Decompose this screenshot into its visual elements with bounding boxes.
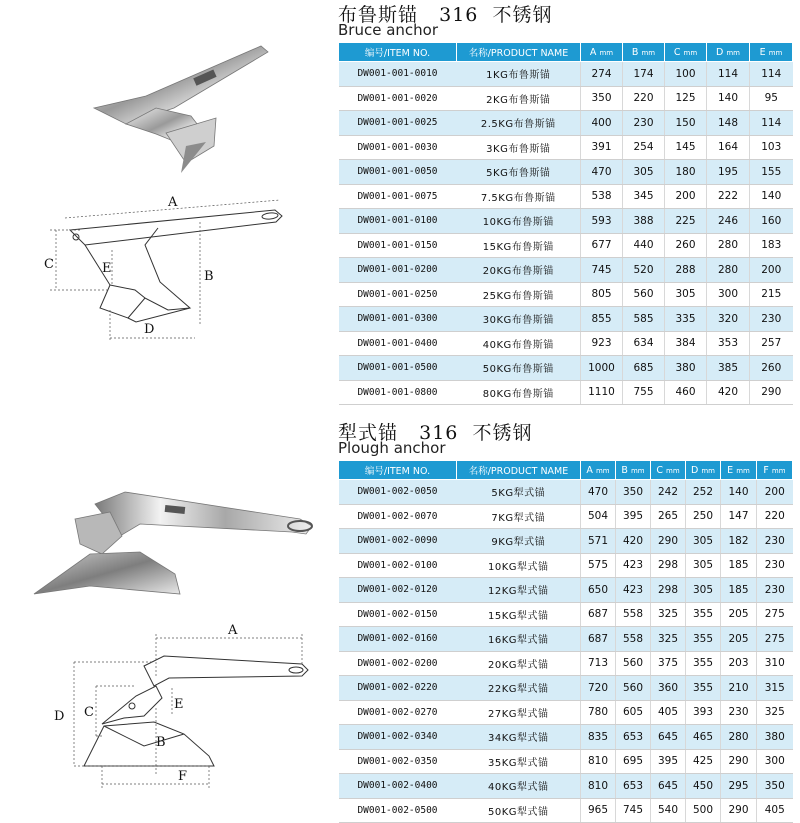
dimension-cell: 355 xyxy=(686,676,721,701)
table-row xyxy=(339,209,793,234)
item-no-cell: DW001-001-0100 xyxy=(339,209,457,234)
table-row xyxy=(339,627,793,652)
dimension-cell: 103 xyxy=(750,135,793,160)
item-no-cell: DW001-002-0070 xyxy=(339,504,457,529)
dimension-cell: 200 xyxy=(665,184,707,209)
dimension-cell: 465 xyxy=(686,725,721,750)
col-header-f: F mm xyxy=(757,461,793,480)
product-name-cell: 2KG布鲁斯锚 xyxy=(457,86,581,111)
dimension-cell: 114 xyxy=(707,62,750,87)
bruce-anchor-photo xyxy=(86,38,276,178)
product-name-cell: 10KG犁式锚 xyxy=(457,553,581,578)
dimension-cell: 274 xyxy=(581,62,623,87)
dimension-cell: 310 xyxy=(757,651,793,676)
item-no-cell: DW001-001-0050 xyxy=(339,160,457,185)
dimension-cell: 810 xyxy=(581,774,616,799)
dimension-cell: 298 xyxy=(651,578,686,603)
dimension-cell: 575 xyxy=(581,553,616,578)
bruce-dim-label-c: C xyxy=(44,257,54,272)
table-row xyxy=(339,553,793,578)
product-name-cell: 80KG布鲁斯锚 xyxy=(457,380,581,405)
dimension-cell: 375 xyxy=(651,651,686,676)
product-name-cell: 30KG布鲁斯锚 xyxy=(457,307,581,332)
dimension-cell: 325 xyxy=(651,602,686,627)
dimension-cell: 164 xyxy=(707,135,750,160)
product-name-cell: 15KG布鲁斯锚 xyxy=(457,233,581,258)
dimension-cell: 280 xyxy=(721,725,757,750)
dimension-cell: 290 xyxy=(750,380,793,405)
table-row xyxy=(339,480,793,505)
item-no-cell: DW001-002-0200 xyxy=(339,651,457,676)
col-header-name: 名称/PRODUCT NAME xyxy=(457,461,581,480)
col-header-b: B mm xyxy=(623,43,665,62)
dimension-cell: 395 xyxy=(616,504,651,529)
dimension-cell: 125 xyxy=(665,86,707,111)
dimension-cell: 222 xyxy=(707,184,750,209)
dimension-cell: 230 xyxy=(757,578,793,603)
dimension-cell: 440 xyxy=(623,233,665,258)
dimension-cell: 605 xyxy=(616,700,651,725)
dimension-cell: 183 xyxy=(750,233,793,258)
dimension-cell: 230 xyxy=(721,700,757,725)
product-name-cell: 5KG犁式锚 xyxy=(457,480,581,505)
dimension-cell: 114 xyxy=(750,111,793,136)
dimension-cell: 288 xyxy=(665,258,707,283)
dimension-cell: 835 xyxy=(581,725,616,750)
plough-dim-label-e: E xyxy=(174,697,184,712)
table-row xyxy=(339,62,793,87)
dimension-cell: 225 xyxy=(665,209,707,234)
dimension-cell: 145 xyxy=(665,135,707,160)
plough-dim-label-f: F xyxy=(178,769,188,784)
dimension-cell: 745 xyxy=(616,798,651,823)
dimension-cell: 246 xyxy=(707,209,750,234)
dimension-cell: 174 xyxy=(623,62,665,87)
plough-anchor-dimension-drawing xyxy=(44,616,314,796)
col-header-b: B mm xyxy=(616,461,651,480)
item-no-cell: DW001-002-0350 xyxy=(339,749,457,774)
item-no-cell: DW001-002-0160 xyxy=(339,627,457,652)
table-row xyxy=(339,233,793,258)
dimension-cell: 160 xyxy=(750,209,793,234)
item-no-cell: DW001-001-0075 xyxy=(339,184,457,209)
dimension-cell: 275 xyxy=(757,602,793,627)
dimension-cell: 114 xyxy=(750,62,793,87)
dimension-cell: 645 xyxy=(651,774,686,799)
dimension-cell: 391 xyxy=(581,135,623,160)
product-name-cell: 34KG犁式锚 xyxy=(457,725,581,750)
dimension-cell: 385 xyxy=(707,356,750,381)
dimension-cell: 265 xyxy=(651,504,686,529)
bruce-dim-label-e: E xyxy=(102,261,112,276)
product-name-cell: 15KG犁式锚 xyxy=(457,602,581,627)
dimension-cell: 280 xyxy=(707,258,750,283)
dimension-cell: 140 xyxy=(750,184,793,209)
dimension-cell: 295 xyxy=(721,774,757,799)
col-header-e: E mm xyxy=(721,461,757,480)
table-row xyxy=(339,504,793,529)
dimension-cell: 305 xyxy=(686,529,721,554)
table-row xyxy=(339,135,793,160)
item-no-cell: DW001-001-0010 xyxy=(339,62,457,87)
dimension-cell: 695 xyxy=(616,749,651,774)
item-no-cell: DW001-002-0270 xyxy=(339,700,457,725)
dimension-cell: 380 xyxy=(757,725,793,750)
table-row xyxy=(339,578,793,603)
dimension-cell: 257 xyxy=(750,331,793,356)
dimension-cell: 205 xyxy=(721,602,757,627)
dimension-cell: 677 xyxy=(581,233,623,258)
product-name-cell: 50KG犁式锚 xyxy=(457,798,581,823)
dimension-cell: 305 xyxy=(623,160,665,185)
dimension-cell: 355 xyxy=(686,651,721,676)
plough-anchor-photo xyxy=(30,474,320,604)
dimension-cell: 360 xyxy=(651,676,686,701)
dimension-cell: 260 xyxy=(750,356,793,381)
product-name-cell: 20KG犁式锚 xyxy=(457,651,581,676)
col-header-a: A mm xyxy=(581,43,623,62)
dimension-cell: 720 xyxy=(581,676,616,701)
plough-title-en: Plough anchor xyxy=(338,439,446,457)
dimension-cell: 148 xyxy=(707,111,750,136)
dimension-cell: 585 xyxy=(623,307,665,332)
dimension-cell: 634 xyxy=(623,331,665,356)
item-no-cell: DW001-001-0025 xyxy=(339,111,457,136)
dimension-cell: 305 xyxy=(665,282,707,307)
dimension-cell: 450 xyxy=(686,774,721,799)
dimension-cell: 560 xyxy=(616,651,651,676)
col-header-d: D mm xyxy=(686,461,721,480)
product-name-cell: 2.5KG布鲁斯锚 xyxy=(457,111,581,136)
table-row xyxy=(339,184,793,209)
item-no-cell: DW001-001-0020 xyxy=(339,86,457,111)
table-row xyxy=(339,380,793,405)
dimension-cell: 140 xyxy=(721,480,757,505)
dimension-cell: 210 xyxy=(721,676,757,701)
col-header-name: 名称/PRODUCT NAME xyxy=(457,43,581,62)
item-no-cell: DW001-002-0400 xyxy=(339,774,457,799)
table-row xyxy=(339,282,793,307)
dimension-cell: 393 xyxy=(686,700,721,725)
table-row xyxy=(339,258,793,283)
col-header-item: 编号/ITEM NO. xyxy=(339,43,457,62)
dimension-cell: 384 xyxy=(665,331,707,356)
dimension-cell: 1000 xyxy=(581,356,623,381)
plough-table-body xyxy=(339,480,793,823)
dimension-cell: 305 xyxy=(686,553,721,578)
dimension-cell: 280 xyxy=(707,233,750,258)
dimension-cell: 353 xyxy=(707,331,750,356)
table-row xyxy=(339,725,793,750)
dimension-cell: 460 xyxy=(665,380,707,405)
dimension-cell: 254 xyxy=(623,135,665,160)
dimension-cell: 185 xyxy=(721,578,757,603)
table-row xyxy=(339,774,793,799)
col-header-c: C mm xyxy=(665,43,707,62)
product-name-cell: 22KG犁式锚 xyxy=(457,676,581,701)
product-name-cell: 40KG犁式锚 xyxy=(457,774,581,799)
product-name-cell: 25KG布鲁斯锚 xyxy=(457,282,581,307)
dimension-cell: 147 xyxy=(721,504,757,529)
table-header-row xyxy=(339,43,793,62)
dimension-cell: 558 xyxy=(616,627,651,652)
dimension-cell: 405 xyxy=(651,700,686,725)
col-header-item: 编号/ITEM NO. xyxy=(339,461,457,480)
dimension-cell: 230 xyxy=(750,307,793,332)
dimension-cell: 855 xyxy=(581,307,623,332)
dimension-cell: 593 xyxy=(581,209,623,234)
plough-spec-table xyxy=(338,460,793,823)
dimension-cell: 1110 xyxy=(581,380,623,405)
bruce-spec-table xyxy=(338,42,793,405)
bruce-anchor-dimension-drawing xyxy=(40,190,290,350)
dimension-cell: 215 xyxy=(750,282,793,307)
dimension-cell: 780 xyxy=(581,700,616,725)
dimension-cell: 470 xyxy=(581,480,616,505)
plough-dim-label-b: B xyxy=(156,735,166,750)
product-name-cell: 1KG布鲁斯锚 xyxy=(457,62,581,87)
table-row xyxy=(339,749,793,774)
dimension-cell: 571 xyxy=(581,529,616,554)
col-header-e: E mm xyxy=(750,43,793,62)
dimension-cell: 805 xyxy=(581,282,623,307)
dimension-cell: 420 xyxy=(707,380,750,405)
dimension-cell: 560 xyxy=(616,676,651,701)
table-row xyxy=(339,798,793,823)
dimension-cell: 504 xyxy=(581,504,616,529)
dimension-cell: 182 xyxy=(721,529,757,554)
dimension-cell: 538 xyxy=(581,184,623,209)
bruce-dim-label-a: A xyxy=(168,195,178,210)
dimension-cell: 220 xyxy=(757,504,793,529)
table-row xyxy=(339,700,793,725)
dimension-cell: 150 xyxy=(665,111,707,136)
table-header-row xyxy=(339,461,793,480)
dimension-cell: 388 xyxy=(623,209,665,234)
product-name-cell: 10KG布鲁斯锚 xyxy=(457,209,581,234)
item-no-cell: DW001-001-0200 xyxy=(339,258,457,283)
dimension-cell: 290 xyxy=(721,798,757,823)
dimension-cell: 350 xyxy=(581,86,623,111)
item-no-cell: DW001-001-0150 xyxy=(339,233,457,258)
dimension-cell: 350 xyxy=(616,480,651,505)
dimension-cell: 395 xyxy=(651,749,686,774)
dimension-cell: 95 xyxy=(750,86,793,111)
dimension-cell: 230 xyxy=(623,111,665,136)
col-header-c: C mm xyxy=(651,461,686,480)
table-row xyxy=(339,111,793,136)
table-row xyxy=(339,602,793,627)
dimension-cell: 200 xyxy=(750,258,793,283)
bruce-table-body xyxy=(339,62,793,405)
table-row xyxy=(339,86,793,111)
item-no-cell: DW001-002-0220 xyxy=(339,676,457,701)
dimension-cell: 470 xyxy=(581,160,623,185)
dimension-cell: 685 xyxy=(623,356,665,381)
dimension-cell: 350 xyxy=(757,774,793,799)
plough-dim-label-a: A xyxy=(228,623,238,638)
dimension-cell: 200 xyxy=(757,480,793,505)
dimension-cell: 400 xyxy=(581,111,623,136)
dimension-cell: 420 xyxy=(616,529,651,554)
dimension-cell: 300 xyxy=(757,749,793,774)
dimension-cell: 645 xyxy=(651,725,686,750)
dimension-cell: 650 xyxy=(581,578,616,603)
product-name-cell: 7.5KG布鲁斯锚 xyxy=(457,184,581,209)
item-no-cell: DW001-001-0800 xyxy=(339,380,457,405)
dimension-cell: 540 xyxy=(651,798,686,823)
dimension-cell: 345 xyxy=(623,184,665,209)
product-name-cell: 27KG犁式锚 xyxy=(457,700,581,725)
dimension-cell: 250 xyxy=(686,504,721,529)
dimension-cell: 653 xyxy=(616,774,651,799)
dimension-cell: 405 xyxy=(757,798,793,823)
plough-dim-label-c: C xyxy=(84,705,94,720)
dimension-cell: 355 xyxy=(686,602,721,627)
product-name-cell: 3KG布鲁斯锚 xyxy=(457,135,581,160)
product-name-cell: 9KG犁式锚 xyxy=(457,529,581,554)
product-name-cell: 35KG犁式锚 xyxy=(457,749,581,774)
product-name-cell: 40KG布鲁斯锚 xyxy=(457,331,581,356)
table-row xyxy=(339,651,793,676)
table-row xyxy=(339,331,793,356)
item-no-cell: DW001-002-0050 xyxy=(339,480,457,505)
dimension-cell: 290 xyxy=(651,529,686,554)
item-no-cell: DW001-002-0150 xyxy=(339,602,457,627)
dimension-cell: 195 xyxy=(707,160,750,185)
dimension-cell: 230 xyxy=(757,553,793,578)
product-name-cell: 12KG犁式锚 xyxy=(457,578,581,603)
dimension-cell: 155 xyxy=(750,160,793,185)
product-name-cell: 16KG犁式锚 xyxy=(457,627,581,652)
dimension-cell: 325 xyxy=(757,700,793,725)
dimension-cell: 203 xyxy=(721,651,757,676)
dimension-cell: 560 xyxy=(623,282,665,307)
dimension-cell: 965 xyxy=(581,798,616,823)
item-no-cell: DW001-002-0340 xyxy=(339,725,457,750)
bruce-dim-label-d: D xyxy=(144,322,155,337)
item-no-cell: DW001-002-0090 xyxy=(339,529,457,554)
dimension-cell: 260 xyxy=(665,233,707,258)
dimension-cell: 355 xyxy=(686,627,721,652)
dimension-cell: 520 xyxy=(623,258,665,283)
product-name-cell: 20KG布鲁斯锚 xyxy=(457,258,581,283)
dimension-cell: 325 xyxy=(651,627,686,652)
dimension-cell: 290 xyxy=(721,749,757,774)
dimension-cell: 205 xyxy=(721,627,757,652)
item-no-cell: DW001-001-0030 xyxy=(339,135,457,160)
bruce-dim-label-b: B xyxy=(204,269,214,284)
dimension-cell: 335 xyxy=(665,307,707,332)
dimension-cell: 275 xyxy=(757,627,793,652)
dimension-cell: 653 xyxy=(616,725,651,750)
dimension-cell: 423 xyxy=(616,553,651,578)
dimension-cell: 242 xyxy=(651,480,686,505)
dimension-cell: 425 xyxy=(686,749,721,774)
bruce-title-cn: 布鲁斯锚 316 不锈钢 xyxy=(338,4,553,26)
dimension-cell: 252 xyxy=(686,480,721,505)
dimension-cell: 713 xyxy=(581,651,616,676)
bruce-title-en: Bruce anchor xyxy=(338,21,439,39)
dimension-cell: 315 xyxy=(757,676,793,701)
dimension-cell: 100 xyxy=(665,62,707,87)
table-row xyxy=(339,529,793,554)
col-header-a: A mm xyxy=(581,461,616,480)
dimension-cell: 500 xyxy=(686,798,721,823)
dimension-cell: 687 xyxy=(581,627,616,652)
table-row xyxy=(339,307,793,332)
item-no-cell: DW001-002-0100 xyxy=(339,553,457,578)
dimension-cell: 298 xyxy=(651,553,686,578)
product-name-cell: 5KG布鲁斯锚 xyxy=(457,160,581,185)
item-no-cell: DW001-001-0400 xyxy=(339,331,457,356)
table-row xyxy=(339,160,793,185)
dimension-cell: 558 xyxy=(616,602,651,627)
item-no-cell: DW001-002-0500 xyxy=(339,798,457,823)
product-name-cell: 50KG布鲁斯锚 xyxy=(457,356,581,381)
dimension-cell: 320 xyxy=(707,307,750,332)
dimension-cell: 305 xyxy=(686,578,721,603)
col-header-d: D mm xyxy=(707,43,750,62)
dimension-cell: 180 xyxy=(665,160,707,185)
dimension-cell: 300 xyxy=(707,282,750,307)
dimension-cell: 230 xyxy=(757,529,793,554)
plough-title-cn: 犁式锚 316 不锈钢 xyxy=(338,422,533,444)
dimension-cell: 220 xyxy=(623,86,665,111)
product-name-cell: 7KG犁式锚 xyxy=(457,504,581,529)
dimension-cell: 380 xyxy=(665,356,707,381)
table-row xyxy=(339,356,793,381)
item-no-cell: DW001-001-0500 xyxy=(339,356,457,381)
dimension-cell: 423 xyxy=(616,578,651,603)
dimension-cell: 140 xyxy=(707,86,750,111)
item-no-cell: DW001-001-0250 xyxy=(339,282,457,307)
dimension-cell: 745 xyxy=(581,258,623,283)
item-no-cell: DW001-001-0300 xyxy=(339,307,457,332)
dimension-cell: 755 xyxy=(623,380,665,405)
item-no-cell: DW001-002-0120 xyxy=(339,578,457,603)
dimension-cell: 687 xyxy=(581,602,616,627)
dimension-cell: 810 xyxy=(581,749,616,774)
table-row xyxy=(339,676,793,701)
dimension-cell: 923 xyxy=(581,331,623,356)
plough-anchor-section xyxy=(0,418,800,823)
dimension-cell: 185 xyxy=(721,553,757,578)
plough-dim-label-d: D xyxy=(54,709,65,724)
